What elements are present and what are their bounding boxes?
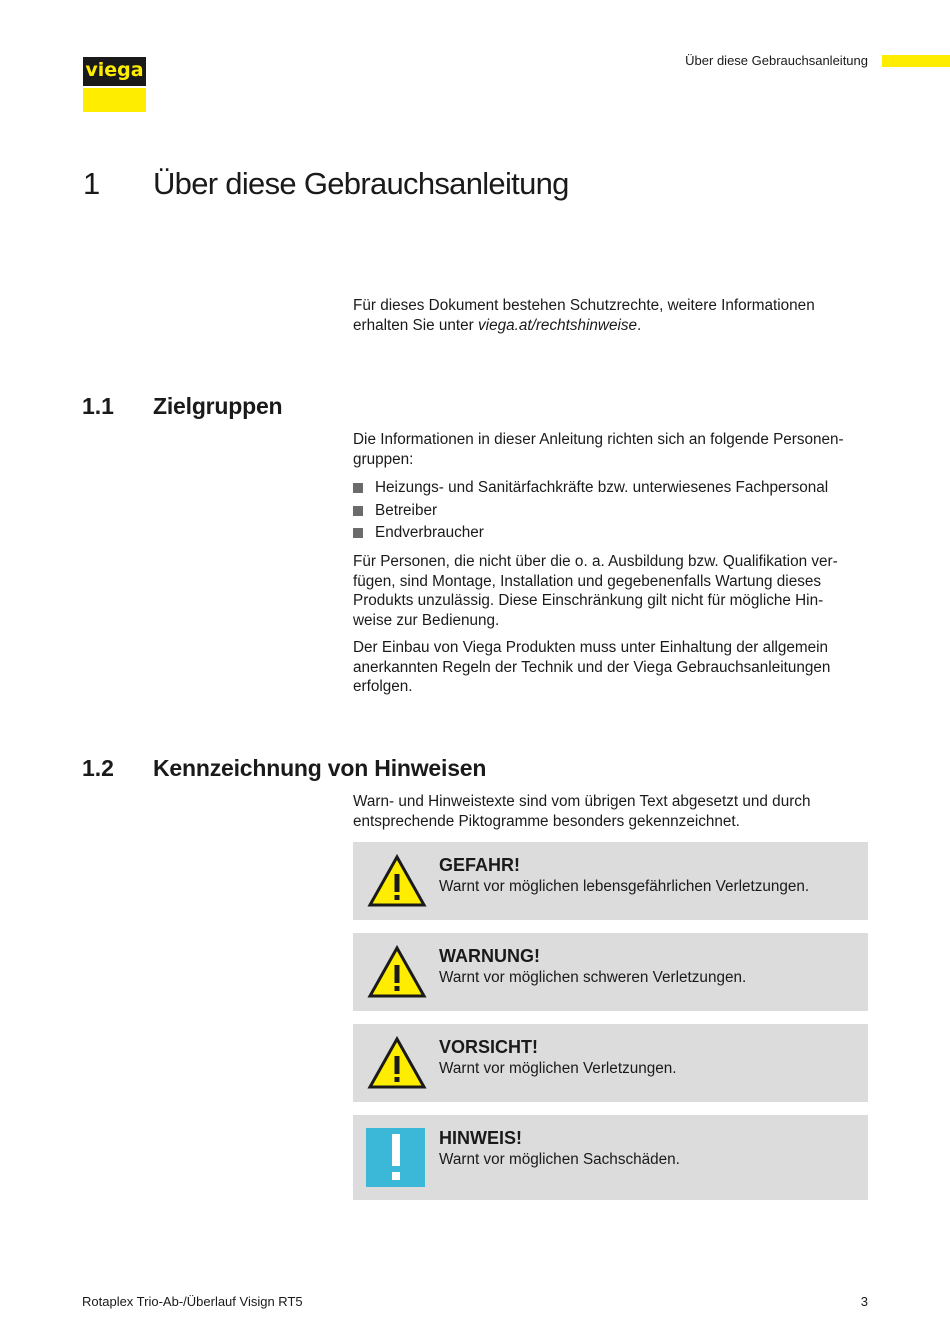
list-item: Heizungs- und Sanitärfachkräfte bzw. unterwiesenes Fachpersonal bbox=[353, 478, 873, 501]
notices-intro: Warn- und Hinweistexte sind vom übrigen Text abgesetzt und durch entsprechende Piktogramme besonders gekennzeichnet. bbox=[353, 793, 811, 830]
warning-triangle-icon bbox=[367, 945, 427, 999]
logo-text: viega bbox=[85, 59, 144, 81]
section-number: 1.1 bbox=[82, 393, 114, 419]
running-header: Über diese Gebrauchsanleitung bbox=[685, 53, 868, 68]
section-title: Kennzeichnung von Hinweisen bbox=[153, 755, 487, 781]
square-bullet-icon bbox=[353, 528, 363, 538]
square-bullet-icon bbox=[353, 506, 363, 516]
notice-text: Warnt vor möglichen Verletzungen. bbox=[439, 1060, 677, 1077]
notice-title: WARNUNG! bbox=[439, 946, 540, 966]
notice-title: GEFAHR! bbox=[439, 855, 520, 875]
viega-logo bbox=[83, 57, 146, 112]
exclamation-square-icon bbox=[366, 1128, 425, 1187]
chapter-number: 1 bbox=[83, 166, 100, 201]
chapter-title: Über diese Gebrauchsanleitung bbox=[153, 166, 569, 201]
square-bullet-icon bbox=[353, 483, 363, 493]
warning-triangle-icon bbox=[367, 1036, 427, 1090]
rights-link[interactable]: viega.at/rechtshinweise bbox=[478, 316, 638, 334]
section-number: 1.2 bbox=[82, 755, 114, 781]
target-groups-list bbox=[353, 478, 873, 546]
intro-line: erhalten Sie unter viega.at/rechtshinweise. bbox=[353, 316, 642, 334]
page-number: 3 bbox=[860, 1294, 868, 1309]
notice-hint bbox=[353, 1115, 868, 1200]
intro-line: Für dieses Dokument bestehen Schutzrechte, weitere Informationen bbox=[353, 297, 815, 314]
notice-text: Warnt vor möglichen lebensgefährlichen Verletzungen. bbox=[439, 878, 810, 895]
footer-product-name: Rotaplex Trio-Ab-/Überlauf Visign RT5 bbox=[82, 1294, 303, 1309]
notice-caution bbox=[353, 1024, 868, 1102]
notice-title: VORSICHT! bbox=[439, 1037, 538, 1057]
intro-paragraph bbox=[353, 296, 873, 335]
qualification-paragraph: Für Personen, die nicht über die o. a. Ausbildung bzw. Qualifikation ver- fügen, sind Montage, Installation und gegebenenfalls Wartung dieses Produkts unzulässig. Diese Einschränkung gilt nicht für mögliche Hin- weise zur Bedienung. bbox=[353, 553, 838, 629]
list-item: Endverbraucher bbox=[353, 523, 873, 546]
warning-triangle-icon bbox=[367, 854, 427, 908]
notice-warning bbox=[353, 933, 868, 1011]
notice-text: Warnt vor möglichen schweren Verletzungen. bbox=[439, 969, 747, 986]
list-item: Betreiber bbox=[353, 501, 873, 524]
header-accent-bar bbox=[882, 55, 950, 67]
notice-text: Warnt vor möglichen Sachschäden. bbox=[439, 1151, 680, 1168]
section-title: Zielgruppen bbox=[153, 393, 283, 419]
notice-title: HINWEIS! bbox=[439, 1128, 522, 1148]
installation-paragraph: Der Einbau von Viega Produkten muss unter Einhaltung der allgemein anerkannten Regeln der Technik und der Viega Gebrauchsanleitungen erfolgen. bbox=[353, 639, 831, 695]
target-groups-intro: Die Informationen in dieser Anleitung richten sich an folgende Personen- gruppen: bbox=[353, 431, 844, 468]
notice-danger bbox=[353, 842, 868, 920]
